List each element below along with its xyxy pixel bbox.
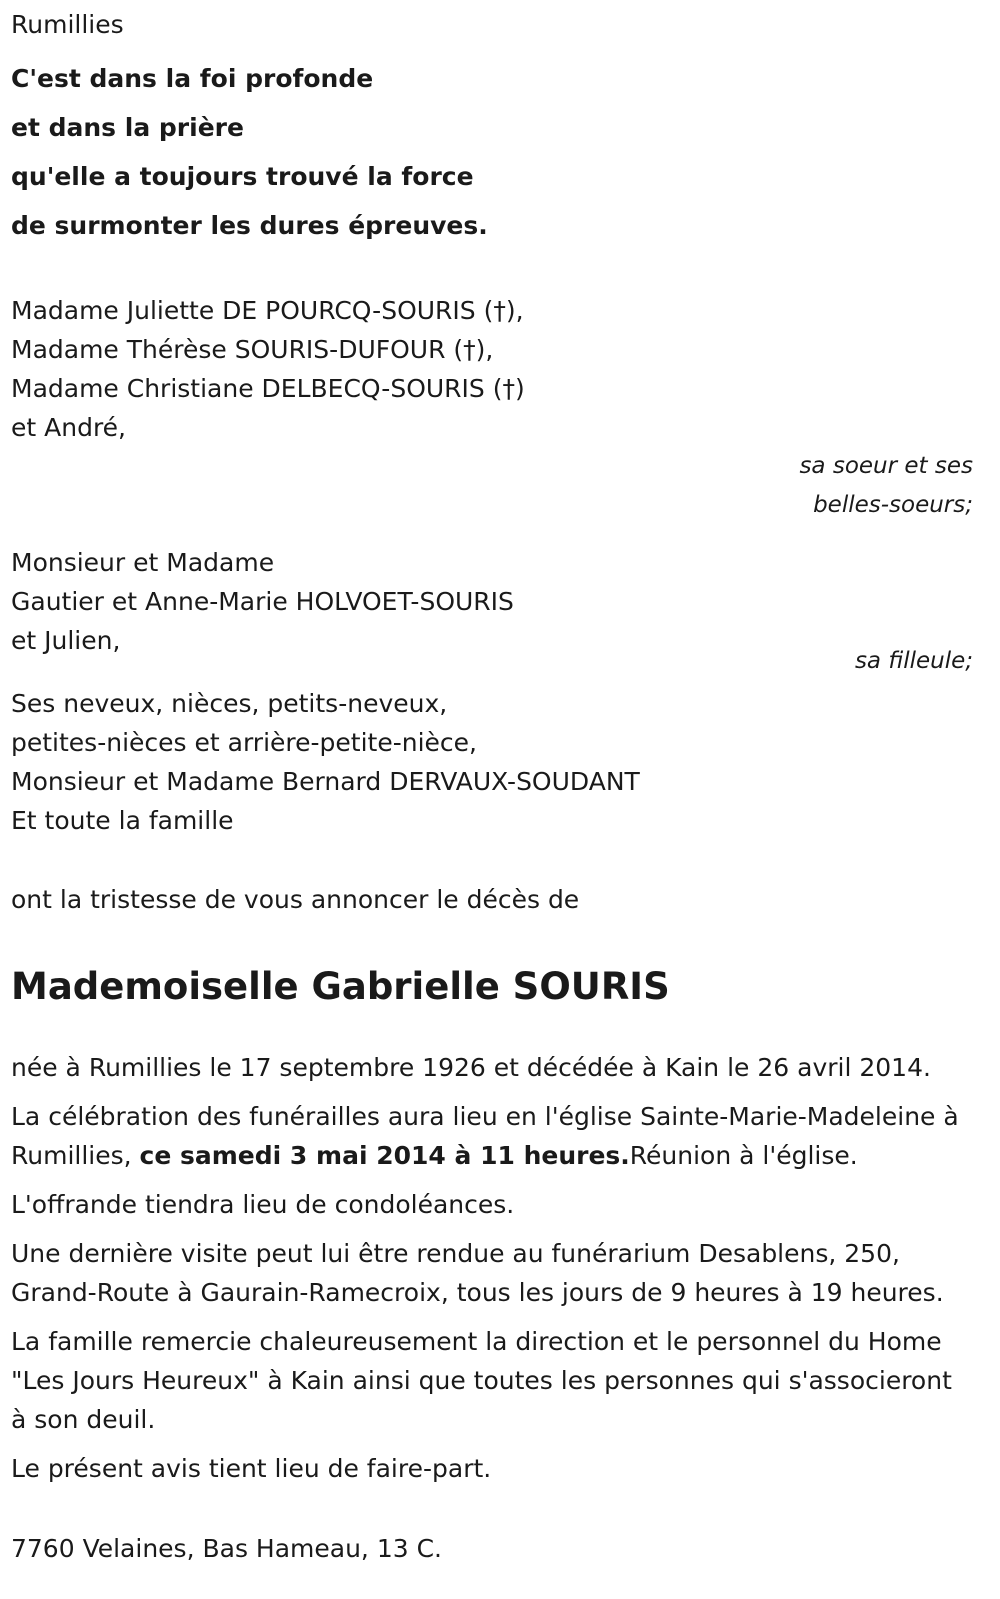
visit-text: Une dernière visite peut lui être rendue au funérarium Desablens, 250, Grand-Route à Gaurain-Ramecroix, tous les jours de 9 heures à 19 heures. [11, 1239, 944, 1307]
announcement-text: ont la tristesse de vous annoncer le décès de [11, 885, 580, 914]
family-line: Ses neveux, nièces, petits-neveux, [11, 689, 448, 718]
town-name: Rumillies [11, 10, 124, 39]
address-text: 7760 Velaines, Bas Hameau, 13 C. [11, 1534, 442, 1563]
family-line: Madame Christiane DELBECQ-SOURIS (†) [11, 374, 525, 403]
verse [11, 54, 973, 250]
family-line: et André, [11, 413, 127, 442]
verse-line: de surmonter les dures épreuves. [11, 211, 488, 240]
thanks-text: La famille remercie chaleureusement la direction et le personnel du Home "Les Jours Heureux" à Kain ainsi que toutes les personnes qui s'associeront à son deuil. [11, 1327, 952, 1434]
relation-label [11, 642, 973, 681]
family-line: Et toute la famille [11, 806, 234, 835]
family-line: Gautier et Anne-Marie HOLVOET-SOURIS [11, 587, 514, 616]
family-line: et Julien, [11, 626, 121, 655]
relation-line: belles-soeurs; [813, 492, 973, 518]
relation-line: sa soeur et ses [799, 453, 973, 479]
relation-label [11, 447, 973, 525]
funeral-meeting: Réunion à l'église. [629, 1141, 858, 1170]
verse-line: et dans la prière [11, 113, 244, 142]
details [11, 1048, 973, 1488]
funeral-text [11, 1097, 973, 1175]
family-line: Madame Juliette DE POURCQ-SOURIS (†), [11, 296, 524, 325]
offering-text: L'offrande tiendra lieu de condoléances. [11, 1190, 515, 1219]
obituary-notice [11, 0, 973, 1568]
birth-death-text: née à Rumillies le 17 septembre 1926 et décédée à Kain le 26 avril 2014. [11, 1053, 931, 1082]
deceased-name: Mademoiselle Gabrielle SOURIS [11, 965, 670, 1008]
family-group-relatives [11, 684, 973, 840]
funeral-date-time: ce samedi 3 mai 2014 à 11 heures. [139, 1141, 630, 1170]
notice-text: Le présent avis tient lieu de faire-part. [11, 1454, 492, 1483]
family-line: Madame Thérèse SOURIS-DUFOUR (†), [11, 335, 494, 364]
funeral-location: La célébration des funérailles aura lieu en l'église Sainte-Marie-Madeleine à Rumillies, [11, 1102, 959, 1170]
family-group-goddaughter [11, 543, 973, 681]
family-line: petites-nièces et arrière-petite-nièce, [11, 728, 477, 757]
verse-line: C'est dans la foi profonde [11, 64, 374, 93]
relation-line: sa filleule; [854, 648, 973, 674]
verse-line: qu'elle a toujours trouvé la force [11, 162, 474, 191]
family-group-sisters [11, 291, 973, 525]
family-line: Monsieur et Madame [11, 548, 275, 577]
family-line: Monsieur et Madame Bernard DERVAUX-SOUDANT [11, 767, 640, 796]
